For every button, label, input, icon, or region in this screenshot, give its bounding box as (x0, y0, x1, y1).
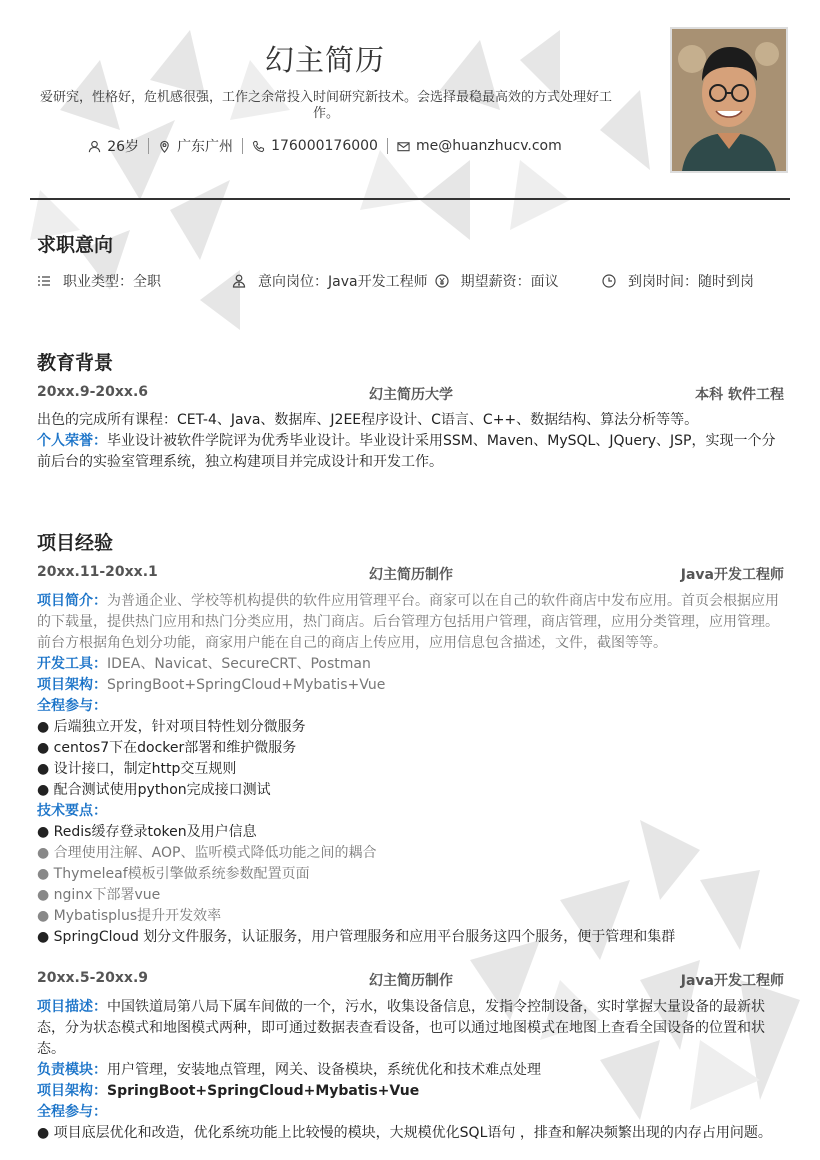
age-item (79, 136, 148, 156)
project2-role: Java开发工程师 (680, 973, 784, 989)
contact-bar (0, 136, 650, 156)
honor-text: 毕业设计被软件学院评为优秀毕业设计。毕业设计采用SSM、Maven、MySQL、JQuery、JSP，实现一个分前后台的实验室管理系统，独立构建项目并完成设计和开发工作。 (37, 433, 776, 470)
participation-label: 全程参与： (37, 698, 107, 714)
email-text: me@huanzhucv.com (415, 138, 562, 154)
intro-text: 为普通企业、学校等机构提供的软件应用管理平台。商家可以在自己的软件商店中发布应用。首页会根据应用的下载量，提供热门应用和热门分类应用，热门商店。后台管理方包括用户管理，商店管理，应用分类管理，应用管理。前台方根据角色划分功能，商家用户能在自己的商店上传应用，应用信息包含描述，文件，截图等等。 (37, 593, 779, 651)
list-item: ● centos7下在docker部署和维护微服务 (37, 738, 782, 759)
list-item: ● nginx下部署vue (37, 885, 782, 906)
intent-type (37, 271, 232, 291)
project2-arch (37, 1081, 782, 1102)
avatar (672, 29, 786, 171)
desc-label: 项目描述： (37, 999, 107, 1015)
person-icon (88, 140, 101, 153)
tools-label: 开发工具： (37, 656, 107, 672)
yen-coin-icon (435, 274, 449, 288)
intent-salary (435, 271, 602, 291)
participation-label: 全程参与： (37, 1104, 107, 1120)
location-text: 广东广州 (177, 139, 234, 155)
honor-label: 个人荣誉： (37, 433, 107, 449)
intent-salary-text: 期望薪资：面议 (460, 274, 559, 290)
project1-tools (37, 654, 782, 675)
user-tie-icon (232, 274, 246, 288)
project1-body (37, 591, 782, 948)
arch-label: 项目架构： (37, 1083, 107, 1099)
mail-icon (397, 140, 410, 153)
education-courses: 出色的完成所有课程：CET-4、Java、数据库、J2EE程序设计、C语言、C++、数据结构、算法分析等等。 (37, 412, 699, 428)
profile-photo (670, 27, 788, 173)
email-item (388, 138, 571, 154)
list-item: ● 项目底层优化和改造，优化系统功能上比较慢的模块，大规模优化SQL语句 ，排查和解决频繁出现的内存占用问题。 (37, 1123, 782, 1144)
list-item: ● 合理使用注解、AOP、监听模式降低功能之间的耦合 (37, 843, 782, 864)
phone-icon (252, 140, 265, 153)
tech-label: 技术要点： (37, 803, 107, 819)
intent-type-text: 职业类型：全职 (63, 274, 161, 290)
intro-label: 项目简介： (37, 593, 107, 609)
list-item: ● 配合测试使用python完成接口测试 (37, 780, 782, 801)
list-item: ● Redis缓存登录token及用户信息 (37, 822, 782, 843)
project1-intro (37, 591, 782, 654)
list-item: ● Thymeleaf模板引擎做系统参数配置页面 (37, 864, 782, 885)
clock-icon (602, 274, 616, 288)
section-title-intent: 求职意向 (37, 234, 114, 256)
resume-name: 幻主简历 (264, 43, 385, 77)
arch-text: SpringBoot+SpringCloud+Mybatis+Vue (107, 677, 386, 693)
list-item: ● 设计接口，制定http交互规则 (37, 759, 782, 780)
phone-text: 176000176000 (271, 138, 378, 154)
age-text: 26岁 (107, 139, 140, 155)
module-text: 用户管理，安装地点管理，网关、设备模块，系统优化和技术难点处理 (107, 1062, 541, 1078)
phone-item (243, 138, 387, 154)
education-school: 幻主简历大学 (369, 387, 453, 403)
section-title-projects: 项目经验 (37, 532, 114, 554)
intent-arrival (602, 271, 797, 291)
arch-text: SpringBoot+SpringCloud+Mybatis+Vue (107, 1083, 420, 1099)
header-divider (30, 198, 790, 200)
education-period: 20xx.9-20xx.6 (37, 384, 149, 400)
project2-org: 幻主简历制作 (369, 973, 453, 989)
project1-arch (37, 675, 782, 696)
project1-period: 20xx.11-20xx.1 (37, 564, 158, 580)
tools-text: IDEA、Navicat、SecureCRT、Postman (107, 656, 371, 672)
project2-desc (37, 997, 782, 1060)
project1-header-row (37, 564, 784, 584)
intent-arrival-text: 到岗时间：随时到岗 (628, 274, 755, 290)
project1-role: Java开发工程师 (680, 567, 784, 583)
project2-module (37, 1060, 782, 1081)
intent-position (232, 271, 435, 291)
section-title-education: 教育背景 (37, 352, 114, 374)
education-degree: 本科 软件工程 (695, 387, 784, 403)
education-body (37, 410, 782, 473)
list-item: ● Mybatisplus提升开发效率 (37, 906, 782, 927)
education-honor (37, 431, 782, 473)
list-item: ● SpringCloud 划分文件服务，认证服务，用户管理服务和应用平台服务这四个服务，便于管理和集群 (37, 927, 782, 948)
location-pin-icon (158, 140, 171, 153)
location-item (149, 136, 242, 156)
list-item: ● 后端独立开发，针对项目特性划分微服务 (37, 717, 782, 738)
module-label: 负责模块： (37, 1062, 107, 1078)
desc-text: 中国铁道局第八局下属车间做的一个，污水，收集设备信息，发指令控制设备，实时掌握大量设备的最新状态，分为状态模式和地图模式两种，即可通过数据表查看设备，也可以通过地图模式在地图上查看全国设备的位置和状态。 (37, 999, 765, 1057)
project2-period: 20xx.5-20xx.9 (37, 970, 149, 986)
project2-body (37, 997, 782, 1144)
education-header-row (37, 384, 784, 404)
project1-org: 幻主简历制作 (369, 567, 453, 583)
motto: 爱研究，性格好，危机感很强，工作之余常投入时间研究新技术。会选择最稳最高效的方式处理好工作。 (39, 90, 612, 121)
list-icon (37, 274, 51, 288)
project2-header-row (37, 970, 784, 990)
intent-position-text: 意向岗位：Java开发工程师 (258, 274, 428, 290)
intent-row (37, 271, 797, 291)
arch-label: 项目架构： (37, 677, 107, 693)
